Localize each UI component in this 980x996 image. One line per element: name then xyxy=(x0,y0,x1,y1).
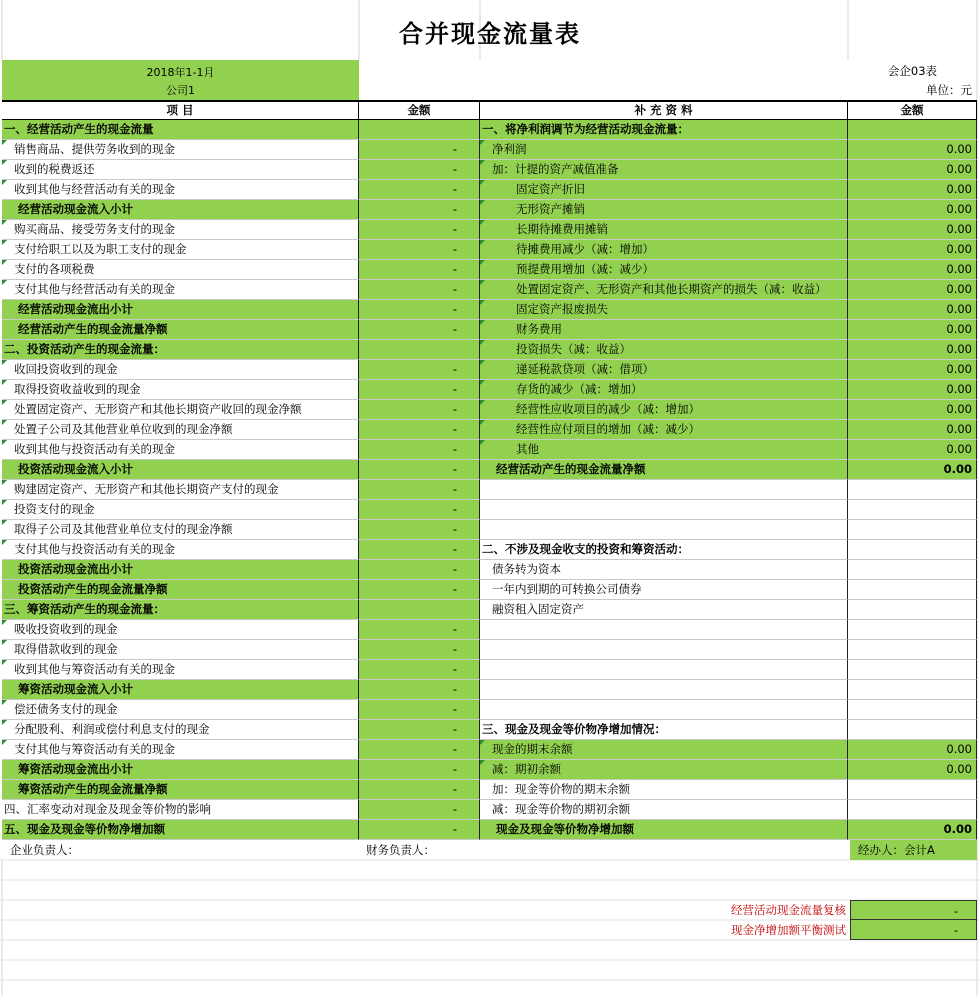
item-amount[interactable]: - xyxy=(359,260,480,280)
handler-cell[interactable]: 经办人：会计A xyxy=(850,840,977,860)
item-label[interactable]: 分配股利、利润或偿付利息支付的现金 xyxy=(2,720,359,740)
supp-amount[interactable] xyxy=(848,560,977,580)
supp-label[interactable]: 减：期初余额 xyxy=(480,760,848,780)
form-number: 会企03表 xyxy=(887,64,938,78)
table-row xyxy=(2,780,977,800)
cfo-label: 财务负责人： xyxy=(366,843,435,857)
item-amount[interactable]: - xyxy=(359,240,480,260)
period-label: 2018年1-1月 xyxy=(146,66,215,79)
item-label[interactable]: 偿还债务支付的现金 xyxy=(2,700,359,720)
item-amount[interactable] xyxy=(359,600,480,620)
item-amount[interactable]: - xyxy=(359,320,480,340)
table-row xyxy=(2,160,977,180)
supp-label[interactable]: 加：计提的资产减值准备 xyxy=(480,160,848,180)
supp-label[interactable]: 一年内到期的可转换公司债券 xyxy=(480,580,848,600)
item-label[interactable]: 取得投资收益收到的现金 xyxy=(2,380,359,400)
supp-amount[interactable] xyxy=(848,700,977,720)
table-row xyxy=(2,820,977,840)
item-label[interactable]: 收到其他与筹资活动有关的现金 xyxy=(2,660,359,680)
supp-amount[interactable]: 0.00 xyxy=(848,380,977,400)
supp-amount[interactable] xyxy=(848,720,977,740)
table-row xyxy=(2,200,977,220)
item-label[interactable]: 三、筹资活动产生的现金流量： xyxy=(2,600,359,620)
header-item: 项 目 xyxy=(2,102,359,119)
table-row xyxy=(2,680,977,700)
supp-label[interactable] xyxy=(480,620,848,640)
item-amount[interactable]: - xyxy=(359,820,480,840)
supp-amount[interactable]: 0.00 xyxy=(848,240,977,260)
item-label[interactable]: 收到其他与投资活动有关的现金 xyxy=(2,440,359,460)
table-row xyxy=(2,320,977,340)
supp-label[interactable] xyxy=(480,500,848,520)
supp-amount[interactable] xyxy=(848,500,977,520)
table-row xyxy=(2,140,977,160)
supp-label[interactable]: 经营性应收项目的减少（减：增加） xyxy=(480,400,848,420)
check-label-operating: 经营活动现金流量复核 xyxy=(731,903,846,917)
item-amount[interactable]: - xyxy=(359,400,480,420)
item-amount[interactable]: - xyxy=(359,540,480,560)
supp-amount[interactable]: 0.00 xyxy=(848,260,977,280)
supp-amount[interactable] xyxy=(848,800,977,820)
table-row xyxy=(2,420,977,440)
supp-amount[interactable]: 0.00 xyxy=(848,400,977,420)
table-row xyxy=(2,560,977,580)
supp-label[interactable]: 二、不涉及现金收支的投资和筹资活动： xyxy=(480,540,848,560)
supp-amount[interactable]: 0.00 xyxy=(848,180,977,200)
table-row xyxy=(2,220,977,240)
supp-amount[interactable] xyxy=(848,480,977,500)
supp-label[interactable]: 存货的减少（减：增加） xyxy=(480,380,848,400)
table-row xyxy=(2,460,977,480)
item-amount[interactable]: - xyxy=(359,380,480,400)
table-row xyxy=(2,540,977,560)
supp-label[interactable]: 固定资产折旧 xyxy=(480,180,848,200)
supp-amount[interactable] xyxy=(848,620,977,640)
supp-label[interactable] xyxy=(480,640,848,660)
item-amount[interactable]: - xyxy=(359,220,480,240)
table-row xyxy=(2,620,977,640)
item-label[interactable]: 取得借款收到的现金 xyxy=(2,640,359,660)
item-label[interactable]: 收回投资收到的现金 xyxy=(2,360,359,380)
supp-label[interactable] xyxy=(480,660,848,680)
item-label[interactable]: 吸收投资收到的现金 xyxy=(2,620,359,640)
item-amount[interactable]: - xyxy=(359,520,480,540)
item-label[interactable]: 经营活动现金流入小计 xyxy=(2,200,359,220)
supp-amount[interactable] xyxy=(848,640,977,660)
item-amount[interactable]: - xyxy=(359,780,480,800)
table-row xyxy=(2,400,977,420)
header-amount: 金额 xyxy=(359,102,480,119)
supp-label[interactable]: 减：现金等价物的期初余额 xyxy=(480,800,848,820)
supp-label[interactable] xyxy=(480,480,848,500)
supp-amount[interactable]: 0.00 xyxy=(848,340,977,360)
item-label[interactable]: 投资活动产生的现金流量净额 xyxy=(2,580,359,600)
table-row xyxy=(2,280,977,300)
item-label[interactable]: 处置子公司及其他营业单位收到的现金净额 xyxy=(2,420,359,440)
item-amount[interactable]: - xyxy=(359,660,480,680)
item-label[interactable]: 购建固定资产、无形资产和其他长期资产支付的现金 xyxy=(2,480,359,500)
item-amount[interactable]: - xyxy=(359,420,480,440)
item-label[interactable]: 购买商品、接受劳务支付的现金 xyxy=(2,220,359,240)
table-row xyxy=(2,480,977,500)
supp-amount[interactable]: 0.00 xyxy=(848,440,977,460)
supp-label[interactable]: 其他 xyxy=(480,440,848,460)
table-row xyxy=(2,440,977,460)
supp-amount[interactable] xyxy=(848,780,977,800)
item-amount[interactable]: - xyxy=(359,800,480,820)
item-label[interactable]: 支付其他与投资活动有关的现金 xyxy=(2,540,359,560)
item-amount[interactable]: - xyxy=(359,500,480,520)
supp-amount[interactable] xyxy=(848,600,977,620)
supp-amount[interactable] xyxy=(848,580,977,600)
item-amount[interactable]: - xyxy=(359,440,480,460)
table-row xyxy=(2,260,977,280)
table-row xyxy=(2,600,977,620)
supp-label[interactable]: 债务转为资本 xyxy=(480,560,848,580)
supp-amount[interactable]: 0.00 xyxy=(848,460,977,480)
check-label-balance: 现金净增加额平衡测试 xyxy=(731,923,846,937)
column-header-row xyxy=(2,100,977,120)
supp-amount[interactable] xyxy=(848,120,977,140)
supp-amount[interactable]: 0.00 xyxy=(848,200,977,220)
item-amount[interactable]: - xyxy=(359,180,480,200)
item-label[interactable]: 经营活动产生的现金流量净额 xyxy=(2,320,359,340)
item-amount[interactable]: - xyxy=(359,700,480,720)
table-row xyxy=(2,800,977,820)
check-value-operating[interactable]: - xyxy=(850,900,977,920)
supp-amount[interactable]: 0.00 xyxy=(848,220,977,240)
item-amount[interactable]: - xyxy=(359,560,480,580)
supp-amount[interactable] xyxy=(848,540,977,560)
supp-label[interactable]: 经营性应付项目的增加（减：减少） xyxy=(480,420,848,440)
table-row xyxy=(2,720,977,740)
unit-label: 单位：元 xyxy=(926,83,972,97)
item-label[interactable]: 筹资活动现金流出小计 xyxy=(2,760,359,780)
supp-amount[interactable]: 0.00 xyxy=(848,740,977,760)
item-label[interactable]: 投资活动现金流入小计 xyxy=(2,460,359,480)
item-amount[interactable]: - xyxy=(359,140,480,160)
item-amount[interactable]: - xyxy=(359,200,480,220)
item-label[interactable]: 支付其他与经营活动有关的现金 xyxy=(2,280,359,300)
check-value-balance[interactable]: - xyxy=(850,920,977,940)
supp-label[interactable]: 长期待摊费用摊销 xyxy=(480,220,848,240)
table-row xyxy=(2,180,977,200)
supp-label[interactable]: 现金的期末余额 xyxy=(480,740,848,760)
item-amount[interactable]: - xyxy=(359,620,480,640)
item-amount[interactable]: - xyxy=(359,640,480,660)
item-label[interactable]: 筹资活动现金流入小计 xyxy=(2,680,359,700)
supp-label[interactable]: 三、现金及现金等价物净增加情况： xyxy=(480,720,848,740)
table-row xyxy=(2,240,977,260)
table-row xyxy=(2,340,977,360)
item-label[interactable]: 五、现金及现金等价物净增加额 xyxy=(2,820,359,840)
header-supplementary: 补 充 资 料 xyxy=(480,102,848,119)
table-row xyxy=(2,700,977,720)
supp-amount[interactable]: 0.00 xyxy=(848,160,977,180)
supp-amount[interactable] xyxy=(848,680,977,700)
item-label[interactable]: 支付其他与筹资活动有关的现金 xyxy=(2,740,359,760)
item-amount[interactable]: - xyxy=(359,720,480,740)
item-label[interactable]: 四、汇率变动对现金及现金等价物的影响 xyxy=(2,800,359,820)
item-amount[interactable]: - xyxy=(359,760,480,780)
table-row xyxy=(2,520,977,540)
item-label[interactable]: 二、投资活动产生的现金流量： xyxy=(2,340,359,360)
supp-amount[interactable]: 0.00 xyxy=(848,360,977,380)
header-amount-2: 金额 xyxy=(848,102,977,119)
item-label[interactable]: 一、经营活动产生的现金流量 xyxy=(2,120,359,140)
supp-amount[interactable]: 0.00 xyxy=(848,420,977,440)
supp-label[interactable]: 投资损失（减：收益） xyxy=(480,340,848,360)
supp-label[interactable] xyxy=(480,700,848,720)
table-row xyxy=(2,760,977,780)
supp-label[interactable]: 待摊费用减少（减：增加） xyxy=(480,240,848,260)
supp-label[interactable]: 现金及现金等价物净增加额 xyxy=(480,820,848,840)
item-amount[interactable]: - xyxy=(359,740,480,760)
table-row xyxy=(2,640,977,660)
supp-label[interactable] xyxy=(480,680,848,700)
item-label[interactable]: 投资支付的现金 xyxy=(2,500,359,520)
table-row xyxy=(2,380,977,400)
table-row xyxy=(2,740,977,760)
item-label[interactable]: 支付给职工以及为职工支付的现金 xyxy=(2,240,359,260)
supp-amount[interactable]: 0.00 xyxy=(848,320,977,340)
supp-amount[interactable] xyxy=(848,660,977,680)
supp-label[interactable]: 财务费用 xyxy=(480,320,848,340)
supp-amount[interactable]: 0.00 xyxy=(848,820,977,840)
item-label[interactable]: 取得子公司及其他营业单位支付的现金净额 xyxy=(2,520,359,540)
item-amount[interactable]: - xyxy=(359,480,480,500)
item-label[interactable]: 支付的各项税费 xyxy=(2,260,359,280)
item-amount[interactable]: - xyxy=(359,580,480,600)
report-title: 合并现金流量表 xyxy=(399,19,581,48)
item-amount[interactable]: - xyxy=(359,460,480,480)
table-row xyxy=(2,500,977,520)
item-label[interactable]: 投资活动现金流出小计 xyxy=(2,560,359,580)
item-amount[interactable]: - xyxy=(359,360,480,380)
supp-label[interactable]: 处置固定资产、无形资产和其他长期资产的损失（减：收益） xyxy=(480,280,848,300)
item-amount[interactable]: - xyxy=(359,300,480,320)
supp-label[interactable]: 无形资产摊销 xyxy=(480,200,848,220)
supp-label[interactable]: 经营活动产生的现金流量净额 xyxy=(480,460,848,480)
supp-amount[interactable]: 0.00 xyxy=(848,280,977,300)
item-amount[interactable] xyxy=(359,120,480,140)
item-label[interactable]: 销售商品、提供劳务收到的现金 xyxy=(2,140,359,160)
item-label[interactable]: 收到的税费返还 xyxy=(2,160,359,180)
supp-amount[interactable]: 0.00 xyxy=(848,300,977,320)
item-amount[interactable]: - xyxy=(359,680,480,700)
supp-label[interactable]: 净利润 xyxy=(480,140,848,160)
supp-amount[interactable] xyxy=(848,520,977,540)
item-label[interactable]: 处置固定资产、无形资产和其他长期资产收回的现金净额 xyxy=(2,400,359,420)
table-row xyxy=(2,120,977,140)
table-row xyxy=(2,300,977,320)
item-amount[interactable]: - xyxy=(359,280,480,300)
item-label[interactable]: 筹资活动产生的现金流量净额 xyxy=(2,780,359,800)
item-label[interactable]: 收到其他与经营活动有关的现金 xyxy=(2,180,359,200)
supp-amount[interactable]: 0.00 xyxy=(848,760,977,780)
table-row xyxy=(2,660,977,680)
company-label: 公司1 xyxy=(166,84,195,97)
supp-label[interactable]: 融资租入固定资产 xyxy=(480,600,848,620)
supp-label[interactable] xyxy=(480,520,848,540)
item-amount[interactable] xyxy=(359,340,480,360)
supp-label[interactable]: 固定资产报废损失 xyxy=(480,300,848,320)
item-amount[interactable]: - xyxy=(359,160,480,180)
table-row xyxy=(2,360,977,380)
period-company-cell[interactable] xyxy=(2,60,359,100)
supp-label[interactable]: 预提费用增加（减：减少） xyxy=(480,260,848,280)
supp-label[interactable]: 一、将净利润调节为经营活动现金流量： xyxy=(480,120,848,140)
supp-amount[interactable]: 0.00 xyxy=(848,140,977,160)
table-row xyxy=(2,580,977,600)
item-label[interactable]: 经营活动现金流出小计 xyxy=(2,300,359,320)
supp-label[interactable]: 递延税款贷项（减：借项） xyxy=(480,360,848,380)
ceo-label: 企业负责人： xyxy=(10,843,79,857)
supp-label[interactable]: 加：现金等价物的期末余额 xyxy=(480,780,848,800)
